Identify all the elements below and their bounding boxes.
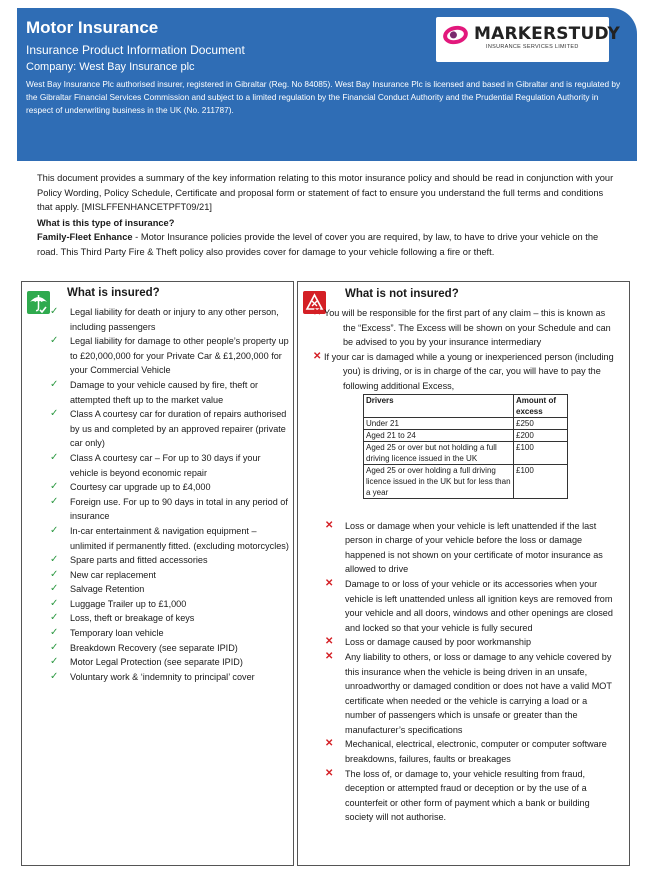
list-item: ✕ The loss of, or damage to, your vehicle resulting from fraud, deception or attempted fraud or deception or by the use of a counterfeit or other form of payment which a bank or building society will not authorise.: [325, 767, 590, 823]
check-icon: ✓: [50, 612, 59, 624]
cross-icon: ✕: [325, 738, 334, 750]
insurance-type-question: What is this type of insurance?: [37, 217, 175, 228]
registration-text: West Bay Insurance Plc authorised insurer, registered in Gibraltar (Reg. No 84085). West Bay Insurance Plc is licensed and based in Gibraltar and is regulated by the Gibraltar Financial Services Commission and subject to a limited regulation by the Financial Conduct Authority and the Prudential Regulation Authority in respect of underwriting business in the UK (No. 211787).: [26, 79, 621, 115]
list-item: ✓ Temporary loan vehicle: [50, 626, 290, 641]
list-item: ✓ Legal liability for damage to other people’s property up to £20,000,000 for your Private Car & £1,200,000 for your Commercial Vehicle: [50, 335, 289, 376]
check-icon: ✓: [50, 481, 59, 493]
check-icon: ✓: [50, 641, 59, 653]
insured-panel: [21, 281, 294, 866]
document-subtitle: Insurance Product Information Document: [26, 43, 245, 57]
amount-cell: £250: [514, 417, 568, 429]
not-insured-panel: [297, 281, 630, 866]
check-icon: ✓: [50, 306, 59, 317]
list-item: ✓ Legal liability for death or injury to any other person, including passengers: [50, 306, 279, 332]
list-item: ✓ Luggage Trailer up to £1,000: [50, 597, 290, 612]
list-item: ✓ Class A courtesy car for duration of repairs authorised by us and completed by an approved repairer (private car only): [50, 408, 287, 449]
logo-brand: MARKERSTUDY: [474, 24, 621, 44]
product-name: Family-Fleet Enhance: [37, 232, 133, 242]
insured-list: [50, 305, 290, 684]
product-desc-text: - Motor Insurance policies provide the level of cover you are required, by law, to have to drive your vehicle on the road. This Third Party Fire & Theft policy also provides cover for damage to your vehicle following a fire or theft.: [37, 232, 599, 257]
cross-icon: ✕: [325, 519, 334, 531]
check-icon: ✓: [50, 378, 59, 390]
company-name: Company: West Bay Insurance plc: [26, 61, 195, 73]
product-description: [37, 230, 617, 259]
driver-cell: Aged 25 or over but not holding a full driving licence issued in the UK: [364, 441, 514, 464]
list-item: ✓ Damage to your vehicle caused by fire, theft or attempted theft up to the market value: [50, 378, 259, 405]
check-icon: ✓: [50, 670, 59, 682]
not-insured-list: [313, 306, 616, 825]
check-icon: ✓: [50, 554, 59, 566]
check-icon: ✓: [50, 627, 59, 639]
list-item: ✓ In-car entertainment & navigation equipment – unlimited if permanently fitted. (excluding motorcycles): [50, 524, 289, 551]
check-icon: ✓: [50, 408, 59, 420]
check-icon: ✓: [50, 495, 59, 507]
list-item: ✕ Any liability to others, or loss or damage to any vehicle covered by this insurance when the vehicle is being driven in an unsafe, unroadworthy or damaged condition or does not have a valid MOT certificate when needed or the vehicle is carrying a load or a number of passengers which is unsafe or greater than the manufacturer’s specifications: [325, 650, 612, 735]
driver-cell: Aged 21 to 24: [364, 429, 514, 441]
list-item: ✓ Salvage Retention: [50, 582, 290, 597]
amount-cell: £200: [514, 429, 568, 441]
list-item: ✓ Courtesy car upgrade up to £4,000: [50, 480, 290, 495]
list-item: ✕ Loss or damage caused by poor workmanship: [326, 635, 616, 650]
check-icon: ✓: [50, 335, 59, 347]
check-icon: ✓: [50, 597, 59, 609]
col-amount: Amount of excess: [514, 394, 568, 417]
markerstudy-logo: [436, 17, 621, 62]
list-item: ✓ Spare parts and fitted accessories: [50, 553, 290, 568]
check-icon: ✓: [50, 656, 59, 668]
table-row: [364, 441, 568, 464]
cross-icon: ✕: [325, 636, 334, 648]
not-insured-title: What is not insured?: [345, 288, 459, 300]
list-item: ✓ Breakdown Recovery (see separate IPID): [50, 641, 290, 656]
list-item: ✕ If your car is damaged while a young or inexperienced person (including you) is driving, or is in charge of the car, you will have to pay the following additional Excess, Drivers Amount of excess Under 21 £250 Aged 21 to 24 £200 Aged 25 or over but not holding a full driving licence issued in the UK £100 Aged 25 or over holding a full driving licence issued in the UK but for less than a year £100: [313, 350, 614, 497]
driver-cell: Under 21: [364, 417, 514, 429]
table-header-row: [364, 394, 568, 417]
list-item: ✓ Class A courtesy car – For up to 30 days if your vehicle is beyond economic repair: [50, 451, 261, 478]
intro-section: [37, 171, 617, 259]
cross-icon: ✕: [325, 767, 334, 779]
list-item: ✕ You will be responsible for the first part of any claim – this is known as the “Excess”. The Excess will be shown on your Schedule and can be advised to you by your insurance intermediary: [313, 307, 611, 348]
intro-summary: This document provides a summary of the key information relating to this motor insurance policy and should be read in conjunction with your Policy Wording, Policy Schedule, Certificate and proposal form or statement of fact to ensure you understand the full terms and conditions that apply. [MISLFFENHANCETPFT09/21]: [37, 173, 614, 212]
cross-icon: ✕: [313, 350, 322, 362]
table-row: [364, 464, 568, 498]
amount-cell: £100: [514, 464, 568, 498]
check-icon: ✓: [50, 524, 59, 536]
list-item: ✕ Damage to or loss of your vehicle or its accessories when your vehicle is left unattended unless all ignition keys are removed from your vehicle and all doors, windows and other openings are closed and locked so that your vehicle is fully secured: [325, 577, 613, 633]
list-item: ✓ Loss, theft or breakage of keys: [50, 611, 290, 626]
cross-icon: ✕: [325, 577, 334, 589]
excess-table: [363, 394, 568, 499]
list-item: ✕ Loss or damage when your vehicle is left unattended if the last person in charge of your vehicle before the loss or damage happened is not shown on your certificate of motor insurance as allowed to drive: [325, 519, 603, 575]
check-icon: ✓: [50, 451, 59, 463]
list-item: ✓ Voluntary work & ‘indemnity to principal’ cover: [50, 670, 290, 685]
insured-title: What is insured?: [67, 287, 160, 299]
col-drivers: Drivers: [364, 394, 514, 417]
list-item: ✓ Foreign use. For up to 90 days in total in any period of insurance: [50, 495, 288, 522]
table-row: [364, 429, 568, 441]
cross-icon: ✕: [313, 307, 322, 318]
umbrella-icon: [27, 291, 50, 314]
cross-icon: ✕: [325, 650, 334, 662]
amount-cell: £100: [514, 441, 568, 464]
logo-mark-icon: [441, 24, 469, 47]
list-item: ✕ Mechanical, electrical, electronic, computer or computer software breakdowns, failures, faults or breakages: [325, 738, 607, 765]
table-row: [364, 417, 568, 429]
document-title: Motor Insurance: [26, 18, 159, 37]
check-icon: ✓: [50, 568, 59, 580]
list-item: ✓ New car replacement: [50, 568, 290, 583]
logo-tagline: INSURANCE SERVICES LIMITED: [486, 44, 579, 50]
check-icon: ✓: [50, 583, 59, 595]
driver-cell: Aged 25 or over holding a full driving licence issued in the UK but for less than a year: [364, 464, 514, 498]
list-item: ✓ Motor Legal Protection (see separate IPID): [50, 655, 290, 670]
